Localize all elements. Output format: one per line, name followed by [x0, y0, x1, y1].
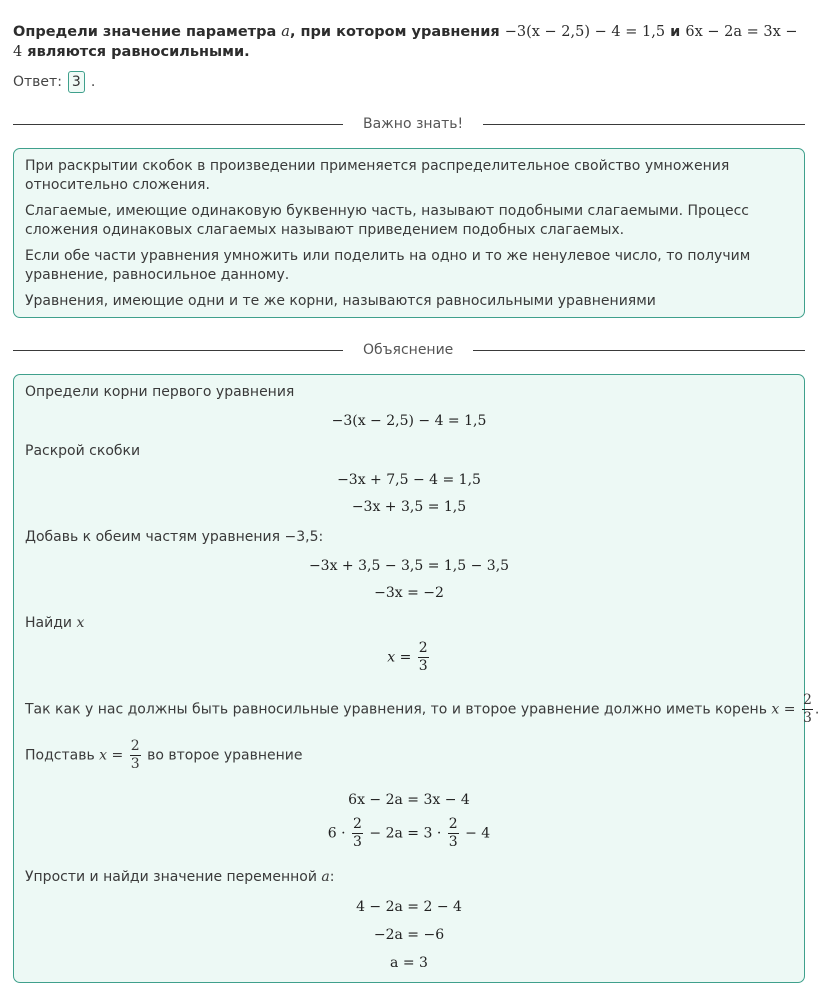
fraction-numerator: 2 [802, 692, 812, 708]
important-paragraph: Если обе части уравнения умножить или поделить на одно и то же ненулевое число, то получим уравнение, равносильное данному. [25, 248, 751, 283]
answer-row [13, 70, 95, 94]
fraction-denominator: 3 [353, 834, 362, 850]
fraction-numerator: 2 [418, 640, 428, 656]
fraction-denominator: 3 [448, 834, 458, 850]
equation-2: 6x − 2a = 3x − 4 [13, 24, 798, 60]
fraction-denominator: 3 [130, 756, 140, 772]
equation-part: − 4 [465, 825, 491, 842]
equation-1: −3(x − 2,5) − 4 = 1,5 [504, 24, 666, 40]
variable-x: x = [99, 747, 124, 764]
fraction [802, 693, 813, 726]
fraction-numerator: 2 [353, 816, 362, 832]
step-label: во второе уравнение [147, 747, 303, 764]
explanation-heading: Объяснение [363, 342, 454, 358]
equation-line [14, 641, 804, 674]
question-mid: , при котором уравнения [289, 24, 500, 40]
step-text [25, 614, 84, 633]
equation-part: 6 · [327, 825, 346, 842]
step-label: Упрости и найди значение переменной [25, 869, 317, 885]
equation-line [14, 817, 804, 850]
explanation-divider [13, 340, 805, 360]
equation-line: a = 3 [390, 955, 428, 971]
step-text [25, 868, 334, 887]
fraction-denominator: 3 [418, 658, 428, 674]
step-text [25, 739, 302, 772]
divider-line-left [13, 124, 343, 125]
answer-label: Ответ: [13, 74, 62, 90]
variable-a: a [321, 869, 330, 885]
divider-line-left [13, 350, 343, 351]
equation-line: 6x − 2a = 3x − 4 [348, 792, 470, 808]
equation-line: −3x + 3,5 − 3,5 = 1,5 − 3,5 [308, 558, 510, 574]
step-text: Определи корни первого уравнения [25, 384, 295, 400]
step-label: Найди [25, 615, 72, 631]
question-prefix: Определи значение параметра [13, 24, 277, 40]
step-text [25, 693, 819, 726]
step-text: Добавь к обеим частям уравнения −3,5: [25, 529, 324, 545]
fraction-numerator: 2 [448, 816, 458, 832]
divider-line-right [483, 124, 805, 125]
equation-part: − 2a = 3 · [369, 825, 442, 842]
important-heading: Важно знать! [363, 116, 464, 132]
fraction-denominator: 3 [802, 710, 812, 726]
important-paragraph: Слагаемые, имеющие одинаковую буквенную часть, называют подобными слагаемыми. Процесс сложения одинаковых слагаемых называют приведением подобных слагаемых. [25, 203, 750, 238]
fraction [418, 641, 429, 674]
important-paragraph: Уравнения, имеющие одни и те же корни, называются равносильными уравнениями [25, 293, 656, 309]
step-label: Подставь [25, 747, 95, 764]
variable-x: x [76, 615, 85, 631]
important-paragraph: При раскрытии скобок в произведении применяется распределительное свойство умножения относительно сложения. [25, 158, 730, 193]
fraction-numerator: 2 [130, 738, 140, 754]
equation-lhs: x = [387, 649, 412, 666]
answer-period: . [90, 74, 96, 90]
important-panel [13, 148, 805, 318]
fraction [130, 739, 141, 772]
question-suffix: являются равносильными. [27, 44, 250, 60]
explanation-panel [13, 374, 819, 983]
question-text [13, 22, 803, 62]
param-symbol: a [281, 24, 290, 40]
equation-line: 4 − 2a = 2 − 4 [356, 899, 462, 915]
fraction [352, 817, 363, 850]
variable-x: x = [771, 701, 796, 718]
step-text: Раскрой скобки [25, 443, 141, 459]
fraction [448, 817, 459, 850]
equation-line: −3x + 7,5 − 4 = 1,5 [337, 472, 481, 488]
step-end: : [329, 869, 335, 885]
equation-line: −3(x − 2,5) − 4 = 1,5 [331, 413, 487, 429]
equation-line: −3x + 3,5 = 1,5 [351, 499, 467, 515]
step-end: . [814, 701, 819, 718]
important-divider [13, 114, 805, 134]
equation-line: −3x = −2 [374, 585, 444, 601]
equation-line: −2a = −6 [373, 927, 445, 943]
answer-input[interactable]: 3 [68, 71, 85, 93]
divider-line-right [473, 350, 805, 351]
step-label: Так как у нас должны быть равносильные уравнения, то и второе уравнение должно иметь корень [25, 701, 767, 718]
conjunction: и [670, 24, 681, 40]
